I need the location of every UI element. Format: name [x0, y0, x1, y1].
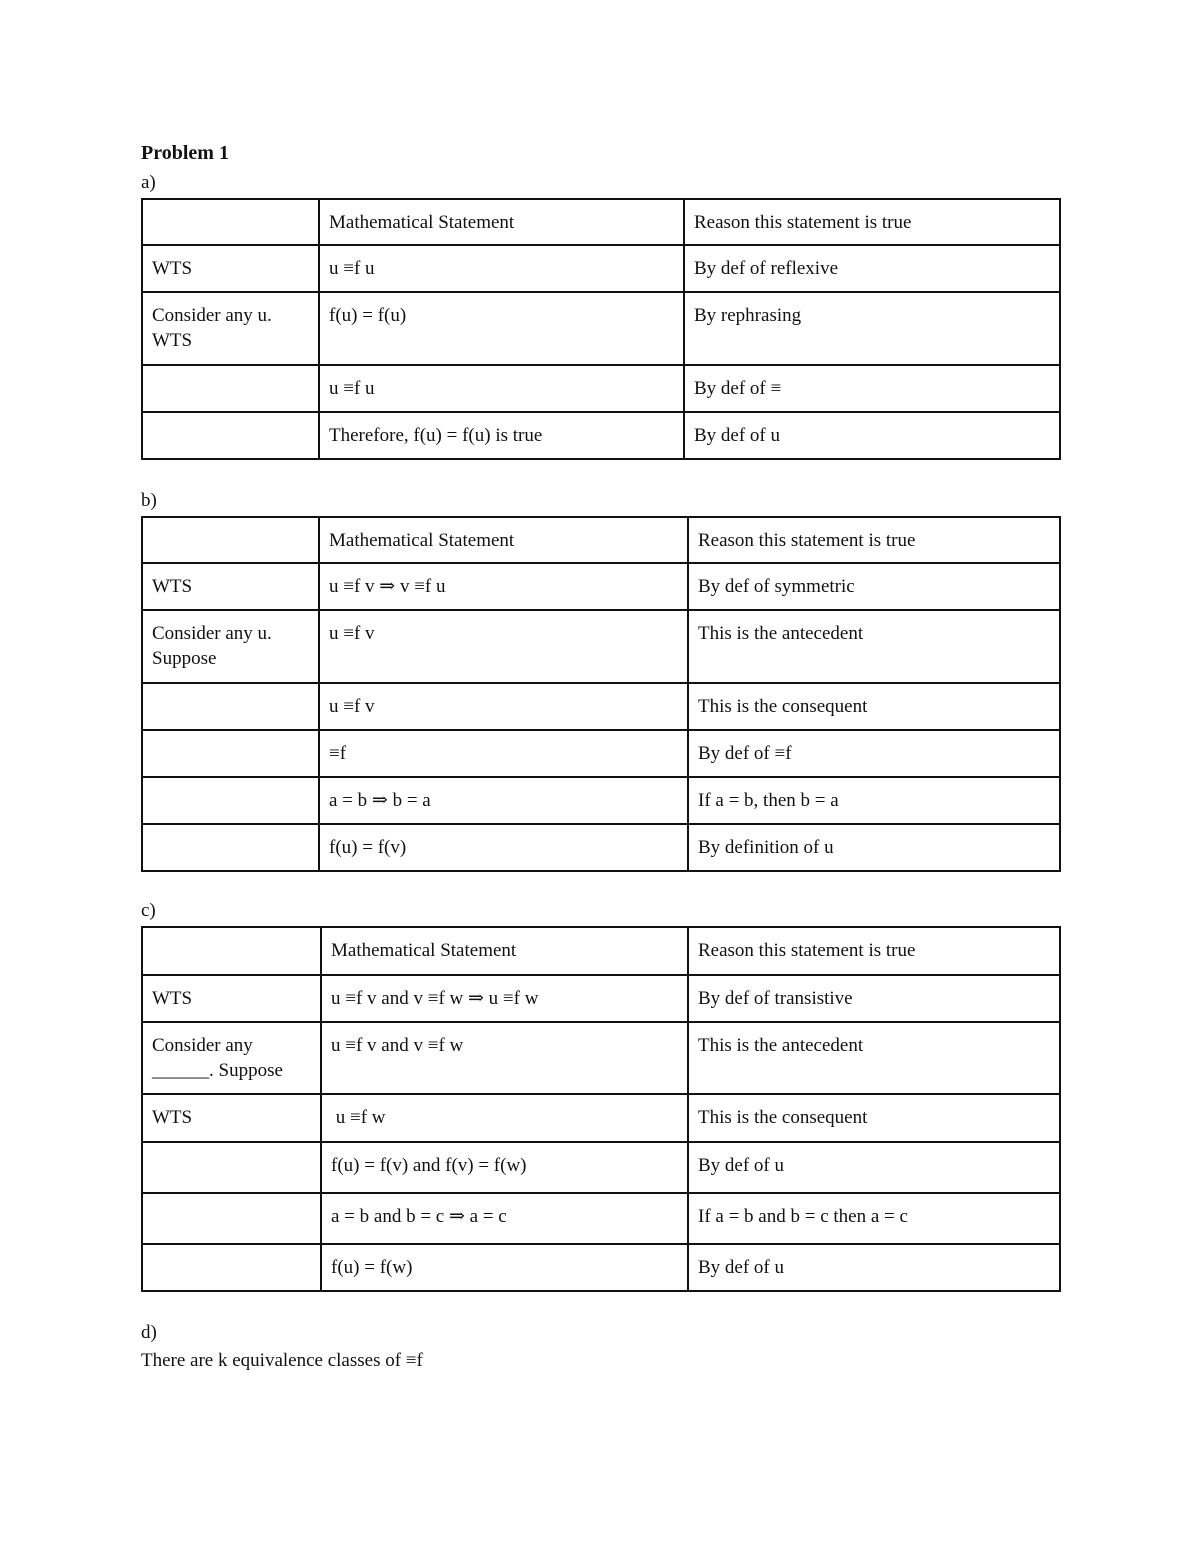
table-cell: u ≡f v ⇒ v ≡f u	[319, 563, 688, 610]
table-row	[142, 1193, 1060, 1244]
table-row	[142, 1142, 1060, 1193]
table-cell: Consider any u. WTS	[142, 292, 319, 365]
table-cell: This is the consequent	[688, 1094, 1060, 1142]
table-cell: If a = b, then b = a	[688, 777, 1060, 824]
part-a-label: a)	[141, 172, 156, 193]
table-row	[142, 777, 1060, 824]
table-cell: f(u) = f(v) and f(v) = f(w)	[321, 1142, 688, 1193]
part-d-label: d)	[141, 1322, 157, 1343]
table-cell: f(u) = f(u)	[319, 292, 684, 365]
table-cell: This is the antecedent	[688, 1022, 1060, 1094]
table-cell: By def of transistive	[688, 975, 1060, 1022]
table-cell: Reason this statement is true	[688, 517, 1060, 563]
table-row	[142, 824, 1060, 871]
table-cell	[142, 1244, 321, 1291]
table-row	[142, 1244, 1060, 1291]
table-cell	[142, 730, 319, 777]
table-cell: Reason this statement is true	[688, 927, 1060, 975]
table-row	[142, 610, 1060, 683]
table-cell: By definition of u	[688, 824, 1060, 871]
table-cell: u ≡f v and v ≡f w ⇒ u ≡f w	[321, 975, 688, 1022]
table-cell	[142, 1142, 321, 1193]
table-cell: WTS	[142, 975, 321, 1022]
table-cell: By def of u	[688, 1244, 1060, 1291]
table-cell: This is the antecedent	[688, 610, 1060, 683]
table-cell	[142, 777, 319, 824]
table-cell: u ≡f u	[319, 365, 684, 412]
table-cell: Consider any ______. Suppose	[142, 1022, 321, 1094]
table-row	[142, 1022, 1060, 1094]
table-cell: WTS	[142, 1094, 321, 1142]
table-cell: ≡f	[319, 730, 688, 777]
table-row	[142, 245, 1060, 292]
table-cell: f(u) = f(w)	[321, 1244, 688, 1291]
table-cell: Mathematical Statement	[321, 927, 688, 975]
table-cell: Mathematical Statement	[319, 517, 688, 563]
table-cell	[142, 412, 319, 459]
table-cell: By rephrasing	[684, 292, 1060, 365]
part-d-text: There are k equivalence classes of ≡f	[141, 1350, 423, 1371]
table-cell: a = b ⇒ b = a	[319, 777, 688, 824]
table-cell: u ≡f v and v ≡f w	[321, 1022, 688, 1094]
table-row	[142, 730, 1060, 777]
part-b-label: b)	[141, 490, 157, 511]
table-row	[142, 563, 1060, 610]
part-a-table	[141, 198, 1061, 460]
table-cell	[142, 1193, 321, 1244]
table-cell: By def of ≡	[684, 365, 1060, 412]
table-cell	[142, 365, 319, 412]
part-c-label: c)	[141, 900, 156, 921]
table-header-row	[142, 517, 1060, 563]
table-cell: u ≡f u	[319, 245, 684, 292]
table-cell: By def of symmetric	[688, 563, 1060, 610]
table-row	[142, 975, 1060, 1022]
table-cell: f(u) = f(v)	[319, 824, 688, 871]
table-cell: WTS	[142, 245, 319, 292]
table-cell: u ≡f w	[321, 1094, 688, 1142]
table-cell: By def of reflexive	[684, 245, 1060, 292]
table-cell: By def of u	[688, 1142, 1060, 1193]
page-title: Problem 1	[141, 142, 229, 164]
table-cell: If a = b and b = c then a = c	[688, 1193, 1060, 1244]
table-cell: u ≡f v	[319, 610, 688, 683]
table-cell	[142, 824, 319, 871]
table-cell	[142, 199, 319, 245]
table-cell: By def of ≡f	[688, 730, 1060, 777]
table-row	[142, 365, 1060, 412]
table-cell: Therefore, f(u) = f(u) is true	[319, 412, 684, 459]
table-cell	[142, 517, 319, 563]
table-cell: a = b and b = c ⇒ a = c	[321, 1193, 688, 1244]
table-cell: This is the consequent	[688, 683, 1060, 730]
table-cell: Consider any u. Suppose	[142, 610, 319, 683]
table-cell	[142, 927, 321, 975]
table-row	[142, 292, 1060, 365]
table-row	[142, 412, 1060, 459]
table-header-row	[142, 927, 1060, 975]
table-cell: Mathematical Statement	[319, 199, 684, 245]
part-c-table	[141, 926, 1061, 1292]
table-row	[142, 683, 1060, 730]
table-header-row	[142, 199, 1060, 245]
part-b-table	[141, 516, 1061, 872]
table-row	[142, 1094, 1060, 1142]
table-cell	[142, 683, 319, 730]
table-cell: Reason this statement is true	[684, 199, 1060, 245]
table-cell: By def of u	[684, 412, 1060, 459]
table-cell: WTS	[142, 563, 319, 610]
table-cell: u ≡f v	[319, 683, 688, 730]
